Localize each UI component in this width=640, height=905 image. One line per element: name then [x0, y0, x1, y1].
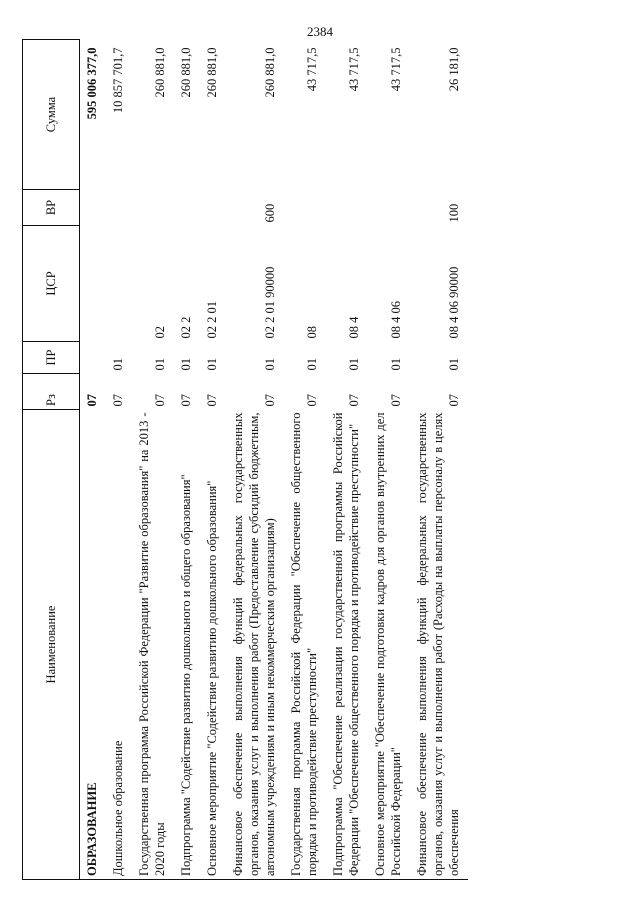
cell-pr: 01 — [263, 358, 277, 371]
table-body — [80, 40, 469, 880]
cell-vr — [132, 190, 174, 226]
cell-name: Дошкольное образование — [106, 410, 132, 880]
header-vr: ВР — [23, 190, 80, 226]
cell-csr: 08 4 — [347, 316, 361, 339]
cell-vr: 100 — [447, 203, 461, 223]
cell-name: Государственная программа Российской Федерации "Развитие образования" на 2013 - 2020 годы — [132, 410, 174, 880]
cell-name: Подпрограмма "Обеспечение реализации государственной программы Российской Федерации "Обеспечение общественного порядка и противодействие преступности" — [326, 410, 368, 880]
table-row — [284, 40, 326, 880]
cell-vr — [284, 190, 326, 226]
cell-sum: 26 181,0 — [447, 47, 461, 92]
cell-csr: 02 2 01 90000 — [263, 266, 277, 339]
cell-sum: 260 881,0 — [205, 47, 219, 98]
table-row — [368, 40, 410, 880]
cell-sum: 43 717,5 — [389, 47, 403, 92]
cell-rz: 07 — [389, 394, 403, 407]
table-row — [132, 40, 174, 880]
cell-csr: 08 4 06 — [389, 301, 403, 339]
cell-rz: 07 — [305, 394, 319, 407]
cell-csr — [106, 226, 132, 342]
rotated-table-container — [22, 40, 587, 880]
cell-vr — [174, 190, 200, 226]
cell-name: ОБРАЗОВАНИЕ — [80, 410, 107, 880]
table-row — [200, 40, 226, 880]
cell-csr — [80, 226, 107, 342]
header-csr: ЦСР — [23, 226, 80, 342]
header-rz: Рз — [23, 374, 80, 410]
cell-pr: 01 — [389, 358, 403, 371]
cell-csr: 08 4 06 90000 — [447, 266, 461, 339]
cell-name: Финансовое обеспечение выполнения функций федеральных государственных органов, оказания услуг и выполнения работ (Предоставление субсидий бюджетным, автономным учреждениям и иным некоммерческим организациям) — [226, 410, 284, 880]
cell-pr: 01 — [447, 358, 461, 371]
cell-rz: 07 — [205, 394, 219, 407]
table-header — [23, 40, 80, 880]
cell-name: Основное мероприятие "Содействие развитию дошкольного образования" — [200, 410, 226, 880]
cell-pr: 01 — [111, 358, 125, 371]
cell-sum: 595 006 377,0 — [85, 47, 99, 120]
table-row — [80, 40, 107, 880]
header-sum: Сумма — [23, 40, 80, 190]
cell-rz: 07 — [153, 394, 167, 407]
cell-pr: 01 — [179, 358, 193, 371]
cell-pr — [80, 342, 107, 374]
cell-pr: 01 — [205, 358, 219, 371]
cell-name: Основное мероприятие "Обеспечение подготовки кадров для органов внутренних дел Российской Федерации" — [368, 410, 410, 880]
table-row — [106, 40, 132, 880]
cell-rz: 07 — [111, 394, 125, 407]
cell-rz: 07 — [179, 394, 193, 407]
cell-vr — [326, 190, 368, 226]
cell-vr — [106, 190, 132, 226]
cell-csr: 08 — [305, 326, 319, 339]
cell-sum: 10 857 701,7 — [111, 47, 125, 114]
budget-table — [22, 39, 468, 880]
cell-rz: 07 — [263, 394, 277, 407]
cell-vr: 600 — [263, 203, 277, 223]
cell-pr: 01 — [305, 358, 319, 371]
cell-rz: 07 — [447, 394, 461, 407]
cell-csr: 02 — [153, 326, 167, 339]
table-row — [326, 40, 368, 880]
cell-vr — [200, 190, 226, 226]
cell-name: Подпрограмма "Содействие развитию дошкольного и общего образования" — [174, 410, 200, 880]
cell-rz: 07 — [85, 394, 99, 407]
table-row — [226, 40, 284, 880]
header-pr: ПР — [23, 342, 80, 374]
cell-rz: 07 — [347, 394, 361, 407]
page-number: 2384 — [307, 24, 333, 39]
table-row — [174, 40, 200, 880]
table-row — [410, 40, 468, 880]
cell-sum: 43 717,5 — [347, 47, 361, 92]
header-name: Наименование — [23, 410, 80, 880]
cell-sum: 43 717,5 — [305, 47, 319, 92]
cell-name: Финансовое обеспечение выполнения функций федеральных государственных органов, оказания услуг и выполнения работ (Расходы на выплаты персоналу в целях обеспечения — [410, 410, 468, 880]
cell-vr — [368, 190, 410, 226]
cell-csr: 02 2 — [179, 316, 193, 339]
cell-pr: 01 — [347, 358, 361, 371]
cell-vr — [80, 190, 107, 226]
cell-pr: 01 — [153, 358, 167, 371]
cell-sum: 260 881,0 — [179, 47, 193, 98]
cell-sum: 260 881,0 — [263, 47, 277, 98]
cell-csr: 02 2 01 — [205, 301, 219, 339]
cell-name: Государственная программа Российской Федерации "Обеспечение общественного порядка и противодействие преступности" — [284, 410, 326, 880]
cell-sum: 260 881,0 — [153, 47, 167, 98]
